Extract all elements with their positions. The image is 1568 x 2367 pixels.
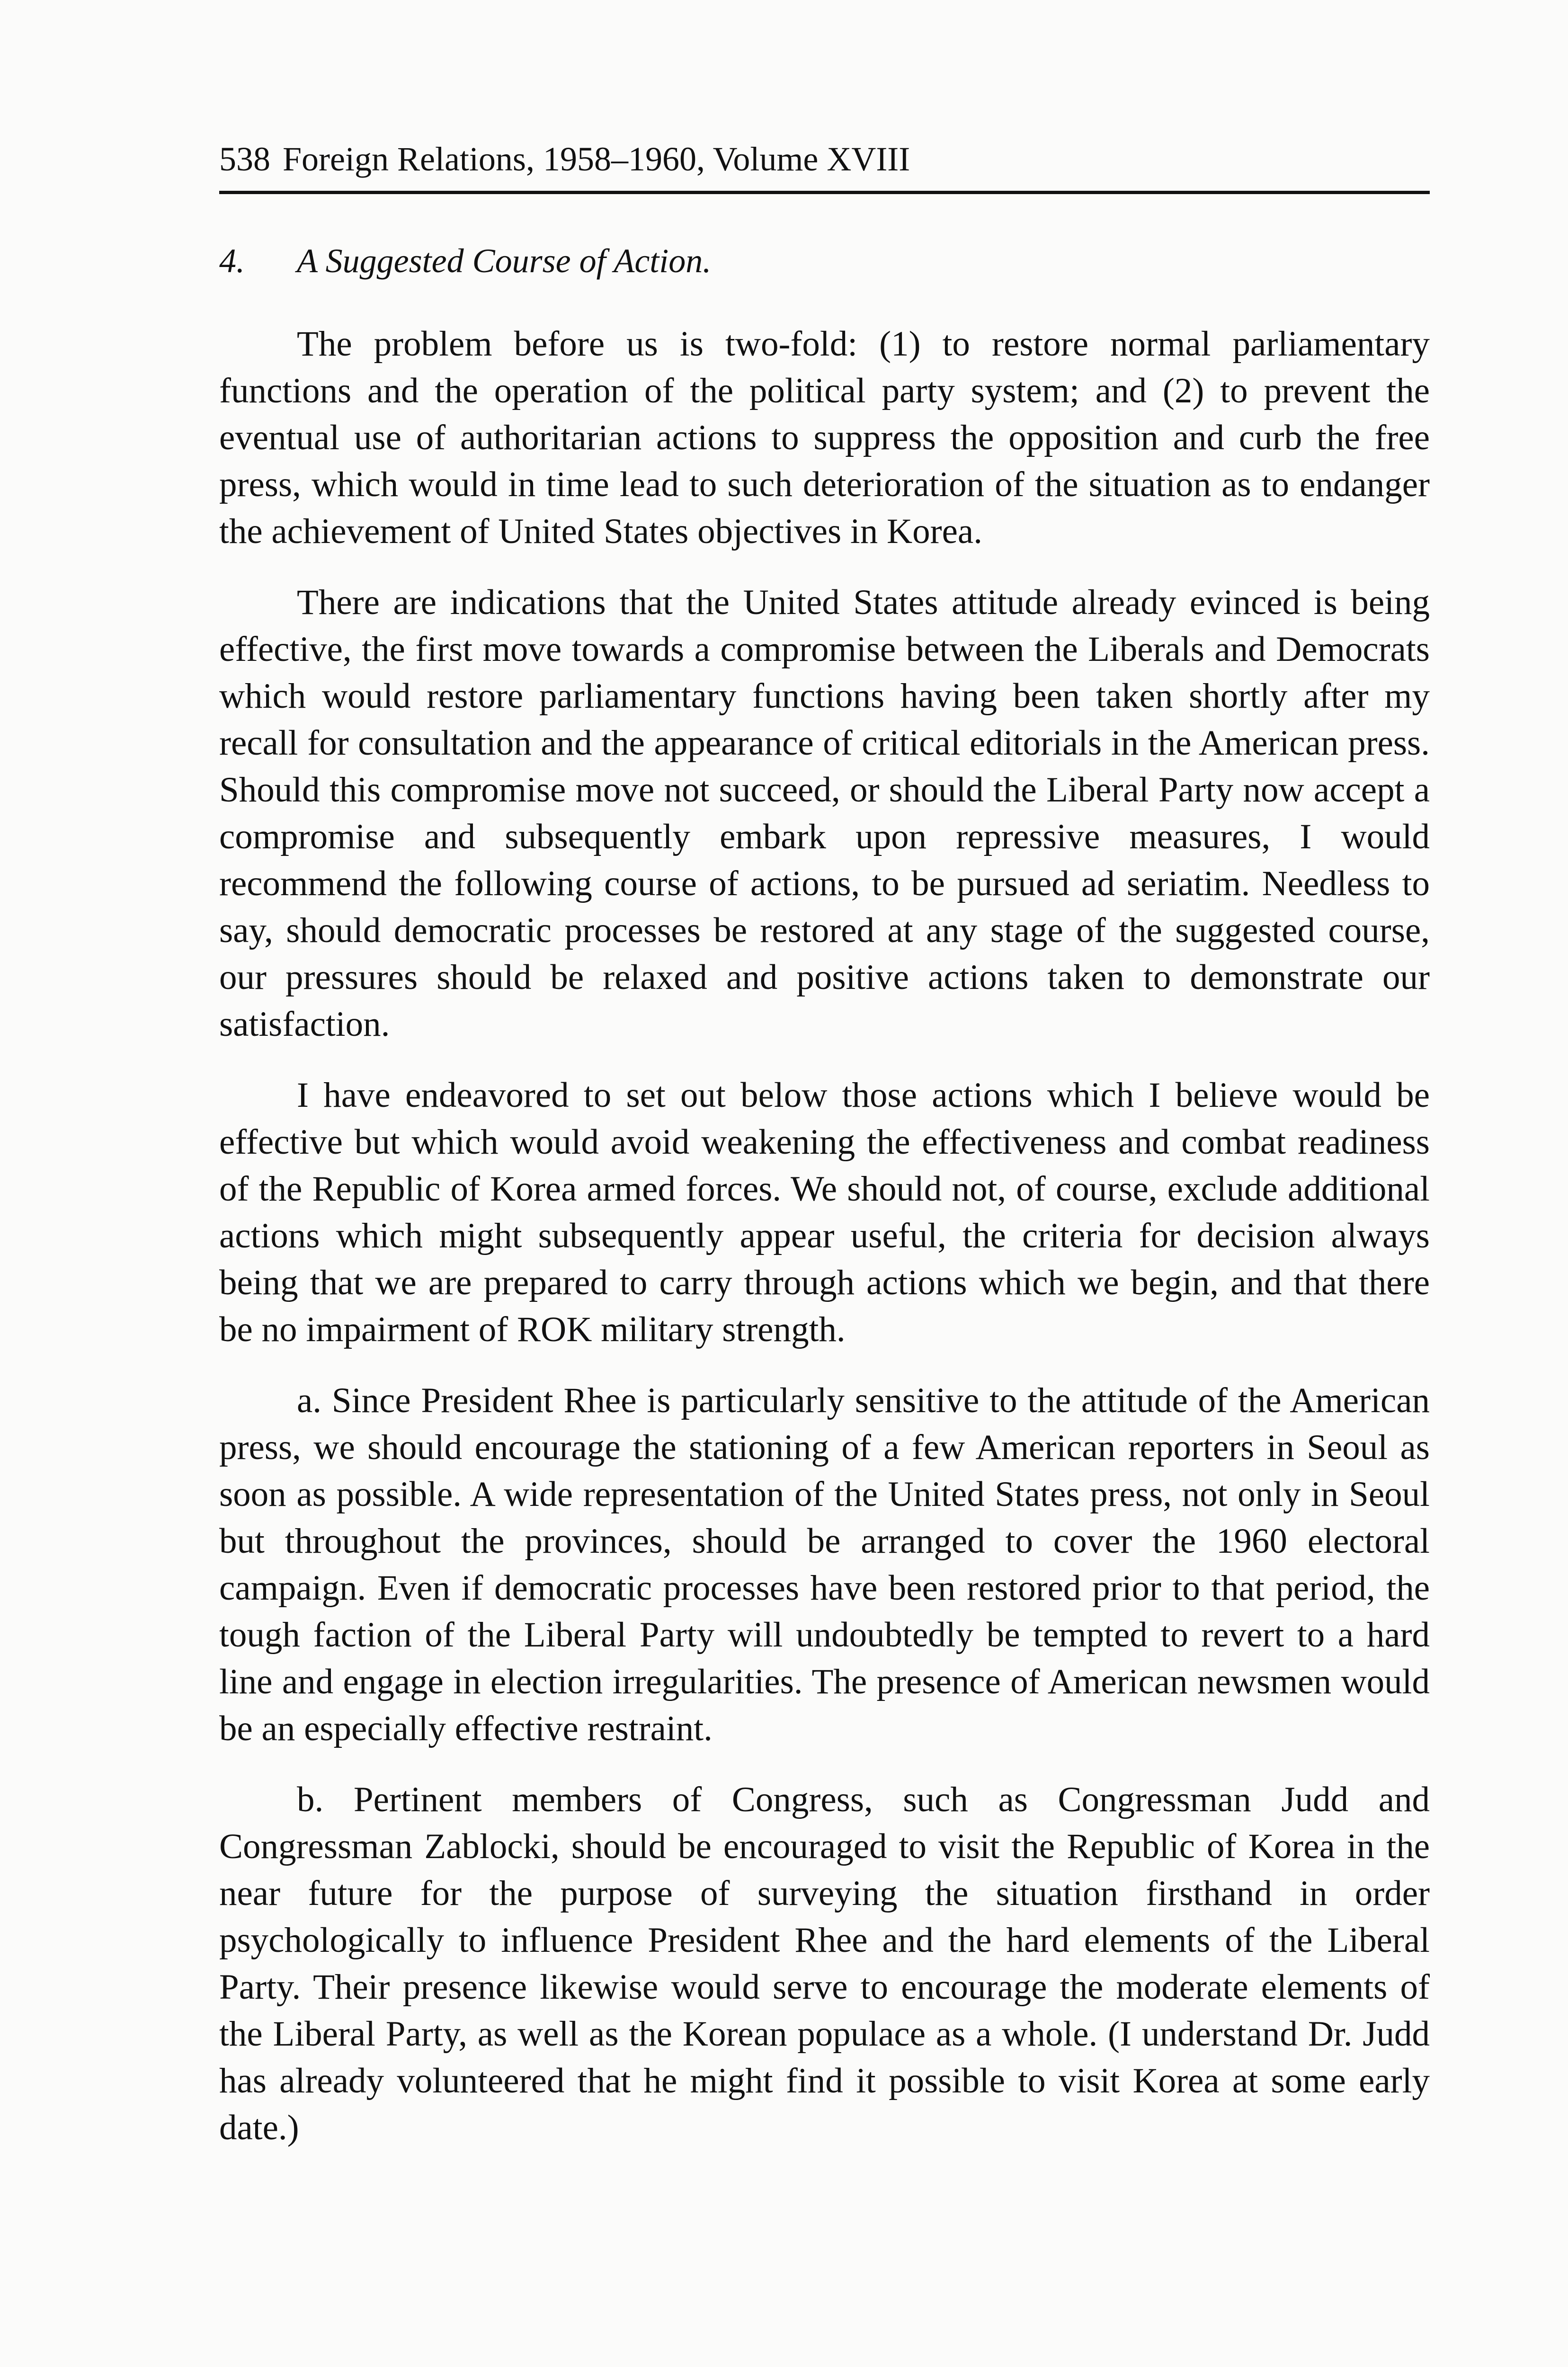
paragraph-problem: The problem before us is two-fold: (1) to restore normal parliamentary functions and the operation of the political party system; and (2) to prevent the eventual use of authoritarian actions to suppress the opposition and curb the free press, which would in time lead to such deterioration of the situation as to endanger the achievement of United States objectives in Korea. <box>219 324 1430 551</box>
section-number: 4. <box>219 242 245 280</box>
page-number: 538 <box>219 140 270 178</box>
paragraph-endeavored: I have endeavored to set out below those actions which I believe would be effective but which would avoid weakening the effectiveness and combat readiness of the Republic of Korea armed forces. We should not, of course, exclude additional actions which might subsequently appear useful, the criteria for decision always being that we are prepared to carry through actions which we begin, and that there be no impairment of ROK military strength. <box>219 1076 1430 1349</box>
paragraph-item-a: a. Since President Rhee is particularly sensitive to the attitude of the American press, we should encourage the stationing of a few American reporters in Seoul as soon as possible. A wide representation of the United States press, not only in Seoul but throughout the provinces, should be arranged to cover the 1960 electoral campaign. Even if democratic processes have been restored prior to that period, the tough faction of the Liberal Party will undoubtedly be tempted to revert to a hard line and engage in election irregularities. The presence of American newsmen would be an especially effective restraint. <box>219 1381 1430 1748</box>
paragraph-item-b: b. Pertinent members of Congress, such as Congressman Judd and Congressman Zablocki, should be encouraged to visit the Republic of Korea in the near future for the purpose of surveying the situation firsthand in order psychologically to influence President Rhee and the hard elements of the Liberal Party. Their presence likewise would serve to encourage the moderate elements of the Liberal Party, as well as the Korean populace as a whole. (I understand Dr. Judd has already volunteered that he might find it possible to visit Korea at some early date.) <box>219 1780 1430 2147</box>
body-text <box>219 320 1430 2151</box>
paragraph-indications: There are indications that the United States attitude already evinced is being effective, the first move towards a compromise between the Liberals and Democrats which would restore parliamentary functions having been taken shortly after my recall for consultation and the appearance of critical editorials in the American press. Should this compromise move not succeed, or should the Liberal Party now accept a compromise and subsequently embark upon repressive measures, I would recommend the following course of actions, to be pursued ad seriatim. Needless to say, should democratic processes be restored at any stage of the suggested course, our pressures should be relaxed and positive actions taken to demonstrate our satisfaction. <box>219 583 1430 1044</box>
section-title: A Suggested Course of Action. <box>297 242 712 280</box>
running-header <box>219 142 1430 194</box>
header-rule <box>219 191 1430 194</box>
running-header-text <box>219 142 910 176</box>
section-heading <box>219 244 711 278</box>
running-title: Foreign Relations, 1958–1960, Volume XVIII <box>283 140 910 178</box>
